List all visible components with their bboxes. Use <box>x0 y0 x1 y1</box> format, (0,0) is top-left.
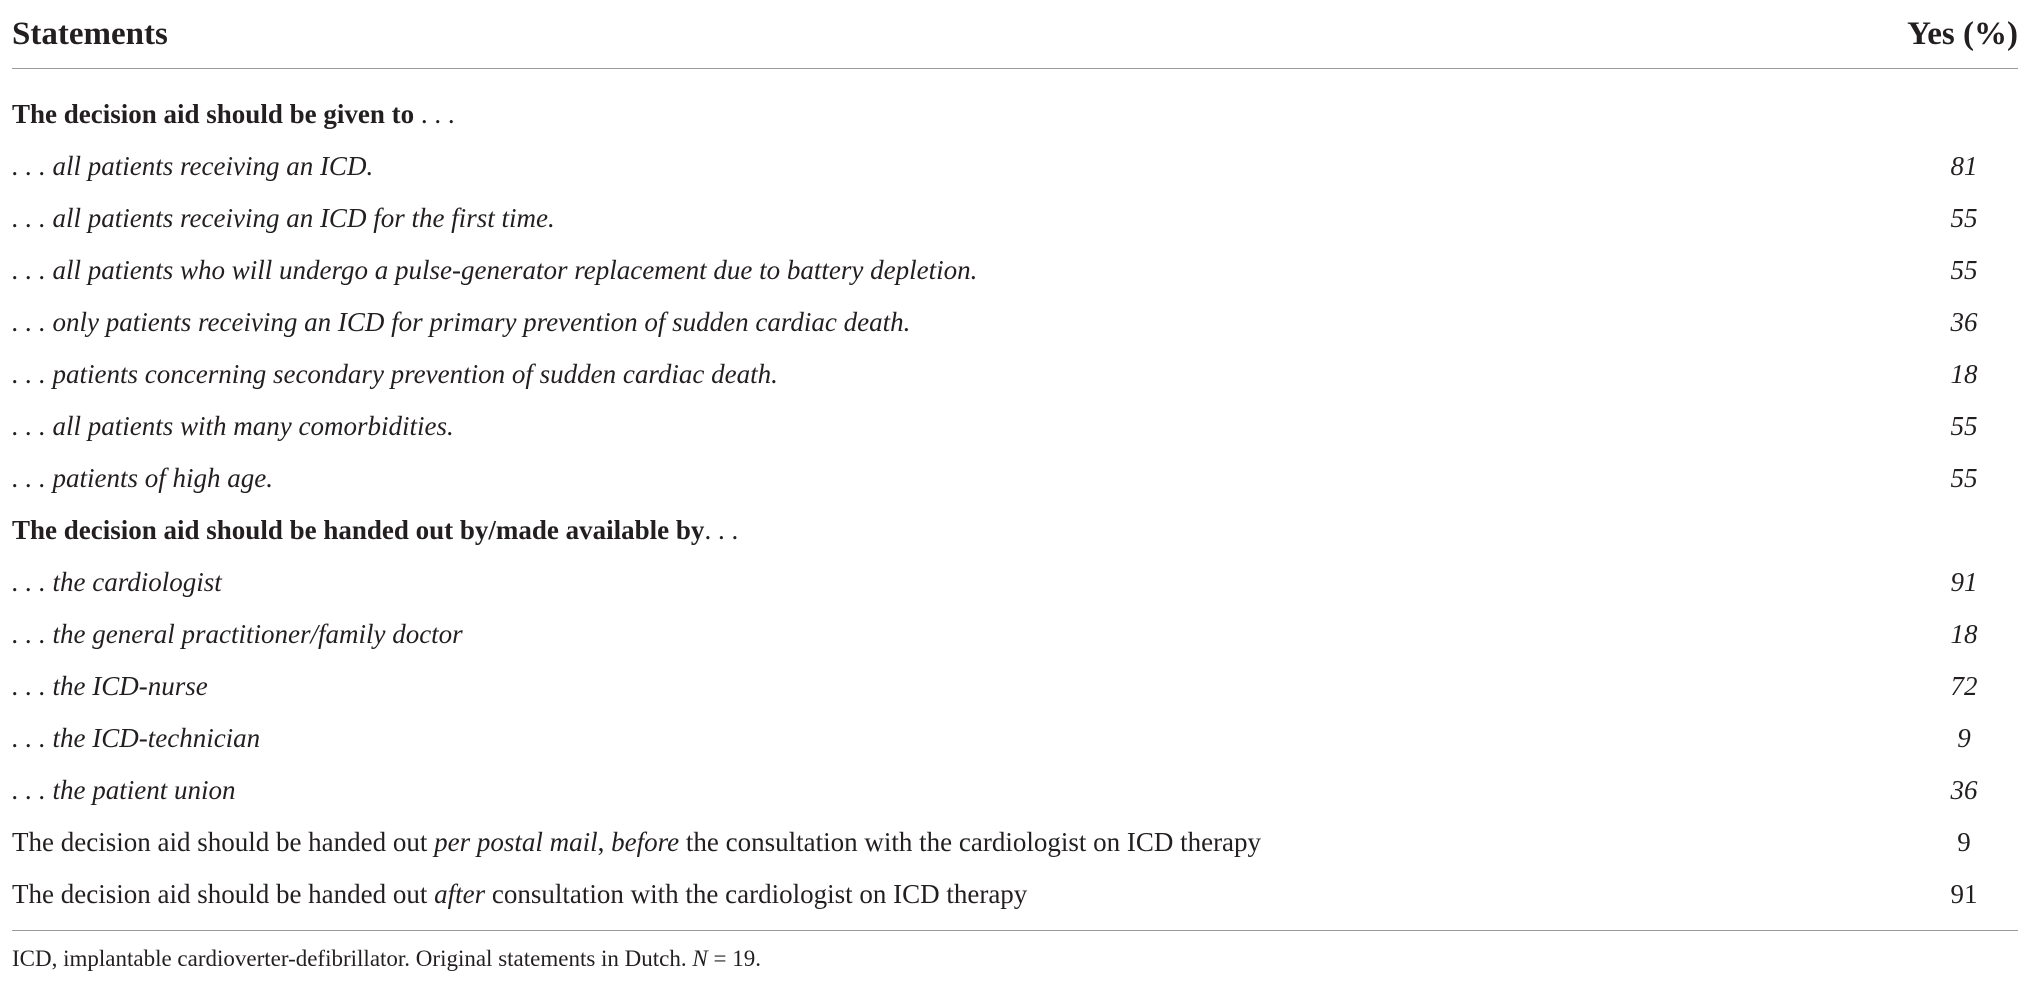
row-text: the consultation with the cardiologist on ICD therapy <box>679 826 1262 857</box>
table-row <box>12 556 2018 608</box>
table-row <box>12 400 2018 452</box>
row-statement: the patient union <box>52 774 236 805</box>
section-heading-handed-by <box>12 504 2018 556</box>
section-heading-text: The decision aid should be handed out by/made available by <box>12 514 705 545</box>
row-prefix: . . . <box>12 566 53 597</box>
row-value: 9 <box>1957 826 1971 857</box>
section-heading-text: The decision aid should be given to <box>12 98 415 129</box>
row-statement: the cardiologist <box>52 566 222 597</box>
table-row <box>12 192 2018 244</box>
table-row <box>12 244 2018 296</box>
row-prefix: . . . <box>12 254 53 285</box>
table-body <box>12 88 2018 920</box>
row-value: 9 <box>1957 722 1971 753</box>
table-row <box>12 452 2018 504</box>
row-statement: all patients receiving an ICD. <box>52 150 374 181</box>
top-divider <box>12 68 2018 69</box>
row-value: 55 <box>1950 202 1978 233</box>
table-header <box>12 6 2018 62</box>
row-emphasis: before <box>611 826 680 857</box>
row-statement: the ICD-nurse <box>52 670 208 701</box>
row-value: 18 <box>1950 618 1978 649</box>
row-prefix: . . . <box>12 462 53 493</box>
table-row <box>12 660 2018 712</box>
row-statement: only patients receiving an ICD for primary prevention of sudden cardiac death. <box>52 306 911 337</box>
row-value: 36 <box>1950 774 1978 805</box>
row-prefix: . . . <box>12 670 53 701</box>
row-emphasis: after <box>434 878 486 909</box>
row-prefix: . . . <box>12 618 53 649</box>
row-statement: all patients receiving an ICD for the first time. <box>52 202 555 233</box>
row-value: 91 <box>1950 878 1978 909</box>
table-row-after-consultation <box>12 868 2018 920</box>
row-statement: patients of high age. <box>52 462 273 493</box>
row-text: The decision aid should be handed out <box>12 826 435 857</box>
row-prefix: . . . <box>12 358 53 389</box>
row-prefix: . . . <box>12 306 53 337</box>
row-value: 81 <box>1950 150 1978 181</box>
section-ellipsis: . . . <box>414 98 455 129</box>
row-value: 91 <box>1950 566 1978 597</box>
row-prefix: . . . <box>12 150 53 181</box>
row-prefix: . . . <box>12 410 53 441</box>
row-value: 72 <box>1950 670 1978 701</box>
row-statement: all patients who will undergo a pulse-generator replacement due to battery depletion. <box>52 254 978 285</box>
table-row <box>12 296 2018 348</box>
table-row <box>12 348 2018 400</box>
row-value: 55 <box>1950 462 1978 493</box>
row-emphasis: per postal mail <box>434 826 598 857</box>
row-text: consultation with the cardiologist on ICD therapy <box>485 878 1028 909</box>
row-value: 55 <box>1950 254 1978 285</box>
footnote-n-label: N <box>692 946 708 971</box>
table-row <box>12 608 2018 660</box>
row-statement: the ICD-technician <box>52 722 261 753</box>
row-value: 18 <box>1950 358 1978 389</box>
footnote-n-value: = 19. <box>707 946 761 971</box>
table-row <box>12 712 2018 764</box>
row-value: 36 <box>1950 306 1978 337</box>
statements-column-header: Statements <box>12 15 168 52</box>
table-footnote <box>12 946 761 972</box>
table-row <box>12 764 2018 816</box>
section-ellipsis: . . . <box>704 514 739 545</box>
table-row <box>12 140 2018 192</box>
row-prefix: . . . <box>12 774 53 805</box>
footnote-text: ICD, implantable cardioverter-defibrillator. Original statements in Dutch. <box>12 946 693 971</box>
bottom-divider <box>12 930 2018 931</box>
row-prefix: . . . <box>12 722 53 753</box>
yes-percent-column-header: Yes (%) <box>1907 15 2018 52</box>
section-heading-given-to <box>12 88 2018 140</box>
table-row-postal-mail <box>12 816 2018 868</box>
row-text: The decision aid should be handed out <box>12 878 435 909</box>
row-statement: patients concerning secondary prevention of sudden cardiac death. <box>52 358 778 389</box>
row-text: , <box>597 826 612 857</box>
row-statement: all patients with many comorbidities. <box>52 410 454 441</box>
row-statement: the general practitioner/family doctor <box>52 618 463 649</box>
row-prefix: . . . <box>12 202 53 233</box>
row-value: 55 <box>1950 410 1978 441</box>
